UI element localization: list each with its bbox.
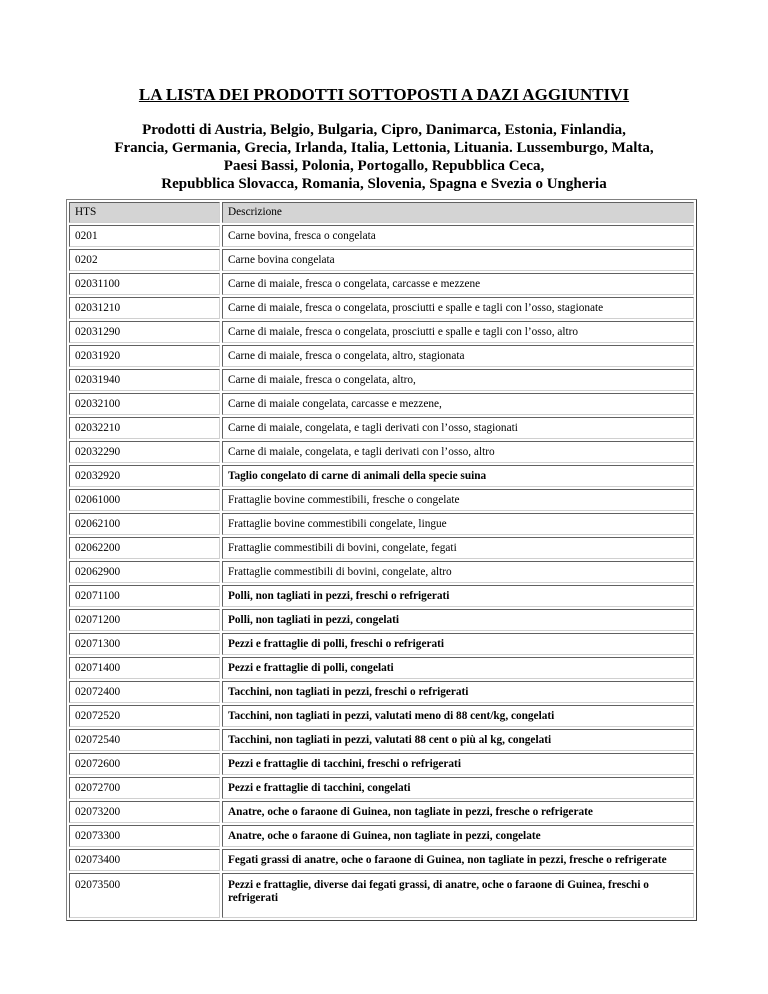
table-row — [69, 657, 694, 679]
hts-code-cell: 02071400 — [69, 657, 220, 679]
description-cell: Pezzi e frattaglie di polli, congelati — [222, 657, 694, 679]
description-cell: Pezzi e frattaglie di tacchini, congelati — [222, 777, 694, 799]
table-row — [69, 225, 694, 247]
hts-code-cell: 02031100 — [69, 273, 220, 295]
hts-table-container — [66, 199, 697, 921]
table-row — [69, 393, 694, 415]
hts-code-cell: 02071200 — [69, 609, 220, 631]
description-cell: Carne bovina, fresca o congelata — [222, 225, 694, 247]
hts-code-cell: 02072520 — [69, 705, 220, 727]
table-row — [69, 633, 694, 655]
table-row — [69, 369, 694, 391]
table-row — [69, 489, 694, 511]
hts-code-cell: 02071300 — [69, 633, 220, 655]
description-cell: Tacchini, non tagliati in pezzi, valutati meno di 88 cent/kg, congelati — [222, 705, 694, 727]
hts-code-cell: 0202 — [69, 249, 220, 271]
description-cell: Tacchini, non tagliati in pezzi, freschi o refrigerati — [222, 681, 694, 703]
table-row — [69, 681, 694, 703]
hts-code-cell: 0201 — [69, 225, 220, 247]
table-row — [69, 705, 694, 727]
document-subtitle — [90, 121, 678, 193]
table-row — [69, 513, 694, 535]
table-row — [69, 249, 694, 271]
subtitle-line: Paesi Bassi, Polonia, Portogallo, Repubblica Ceca, — [223, 158, 545, 174]
description-cell: Pezzi e frattaglie di tacchini, freschi o refrigerati — [222, 753, 694, 775]
hts-code-cell: 02062200 — [69, 537, 220, 559]
table-row — [69, 465, 694, 487]
table-row — [69, 801, 694, 823]
header-hts: HTS — [69, 202, 220, 223]
table-row — [69, 849, 694, 871]
hts-code-cell: 02072700 — [69, 777, 220, 799]
description-cell: Carne di maiale, fresca o congelata, altro, stagionata — [222, 345, 694, 367]
table-row — [69, 873, 694, 918]
description-cell: Pezzi e frattaglie di polli, freschi o refrigerati — [222, 633, 694, 655]
description-cell: Carne di maiale, congelata, e tagli derivati con l’osso, stagionati — [222, 417, 694, 439]
description-cell: Frattaglie commestibili di bovini, congelate, altro — [222, 561, 694, 583]
subtitle-line: Repubblica Slovacca, Romania, Slovenia, Spagna e Svezia o Ungheria — [161, 176, 607, 192]
hts-code-cell: 02031290 — [69, 321, 220, 343]
hts-code-cell: 02071100 — [69, 585, 220, 607]
table-row — [69, 345, 694, 367]
description-cell: Carne bovina congelata — [222, 249, 694, 271]
table-row — [69, 561, 694, 583]
hts-code-cell: 02062100 — [69, 513, 220, 535]
hts-code-cell: 02072600 — [69, 753, 220, 775]
subtitle-line: Prodotti di Austria, Belgio, Bulgaria, Cipro, Danimarca, Estonia, Finlandia, — [142, 122, 626, 138]
hts-code-cell: 02061000 — [69, 489, 220, 511]
table-row — [69, 273, 694, 295]
table-row — [69, 825, 694, 847]
hts-code-cell: 02062900 — [69, 561, 220, 583]
hts-code-cell: 02031920 — [69, 345, 220, 367]
table-row — [69, 321, 694, 343]
header-description: Descrizione — [222, 202, 694, 223]
hts-code-cell: 02072540 — [69, 729, 220, 751]
table-header-row — [69, 202, 694, 223]
description-cell: Pezzi e frattaglie, diverse dai fegati grassi, di anatre, oche o faraone di Guinea, freschi o refrigerati — [222, 873, 694, 918]
description-cell: Polli, non tagliati in pezzi, freschi o refrigerati — [222, 585, 694, 607]
table-row — [69, 417, 694, 439]
hts-code-cell: 02032290 — [69, 441, 220, 463]
description-cell: Frattaglie bovine commestibili, fresche o congelate — [222, 489, 694, 511]
table-row — [69, 777, 694, 799]
description-cell: Carne di maiale, fresca o congelata, altro, — [222, 369, 694, 391]
document-title: LA LISTA DEI PRODOTTI SOTTOPOSTI A DAZI AGGIUNTIVI — [138, 85, 630, 104]
table-row — [69, 537, 694, 559]
description-cell: Carne di maiale, fresca o congelata, prosciutti e spalle e tagli con l’osso, altro — [222, 321, 694, 343]
table-row — [69, 753, 694, 775]
hts-table — [66, 199, 697, 921]
description-cell: Frattaglie bovine commestibili congelate, lingue — [222, 513, 694, 535]
table-row — [69, 297, 694, 319]
description-cell: Carne di maiale, fresca o congelata, prosciutti e spalle e tagli con l’osso, stagionate — [222, 297, 694, 319]
hts-code-cell: 02032100 — [69, 393, 220, 415]
hts-code-cell: 02031940 — [69, 369, 220, 391]
hts-code-cell: 02031210 — [69, 297, 220, 319]
description-cell: Fegati grassi di anatre, oche o faraone di Guinea, non tagliate in pezzi, fresche o refrigerate — [222, 849, 694, 871]
description-cell: Carne di maiale congelata, carcasse e mezzene, — [222, 393, 694, 415]
table-row — [69, 441, 694, 463]
hts-code-cell: 02073300 — [69, 825, 220, 847]
description-cell: Polli, non tagliati in pezzi, congelati — [222, 609, 694, 631]
hts-code-cell: 02073400 — [69, 849, 220, 871]
hts-code-cell: 02072400 — [69, 681, 220, 703]
description-cell: Frattaglie commestibili di bovini, congelate, fegati — [222, 537, 694, 559]
table-row — [69, 729, 694, 751]
hts-code-cell: 02032920 — [69, 465, 220, 487]
hts-code-cell: 02032210 — [69, 417, 220, 439]
hts-code-cell: 02073200 — [69, 801, 220, 823]
table-row — [69, 585, 694, 607]
description-cell: Tacchini, non tagliati in pezzi, valutati 88 cent o più al kg, congelati — [222, 729, 694, 751]
description-cell: Carne di maiale, congelata, e tagli derivati con l’osso, altro — [222, 441, 694, 463]
description-cell: Anatre, oche o faraone di Guinea, non tagliate in pezzi, fresche o refrigerate — [222, 801, 694, 823]
description-cell: Taglio congelato di carne di animali della specie suina — [222, 465, 694, 487]
subtitle-line: Francia, Germania, Grecia, Irlanda, Italia, Lettonia, Lituania. Lussemburgo, Malta, — [114, 140, 654, 156]
hts-code-cell: 02073500 — [69, 873, 220, 918]
table-row — [69, 609, 694, 631]
description-cell: Carne di maiale, fresca o congelata, carcasse e mezzene — [222, 273, 694, 295]
description-cell: Anatre, oche o faraone di Guinea, non tagliate in pezzi, congelate — [222, 825, 694, 847]
